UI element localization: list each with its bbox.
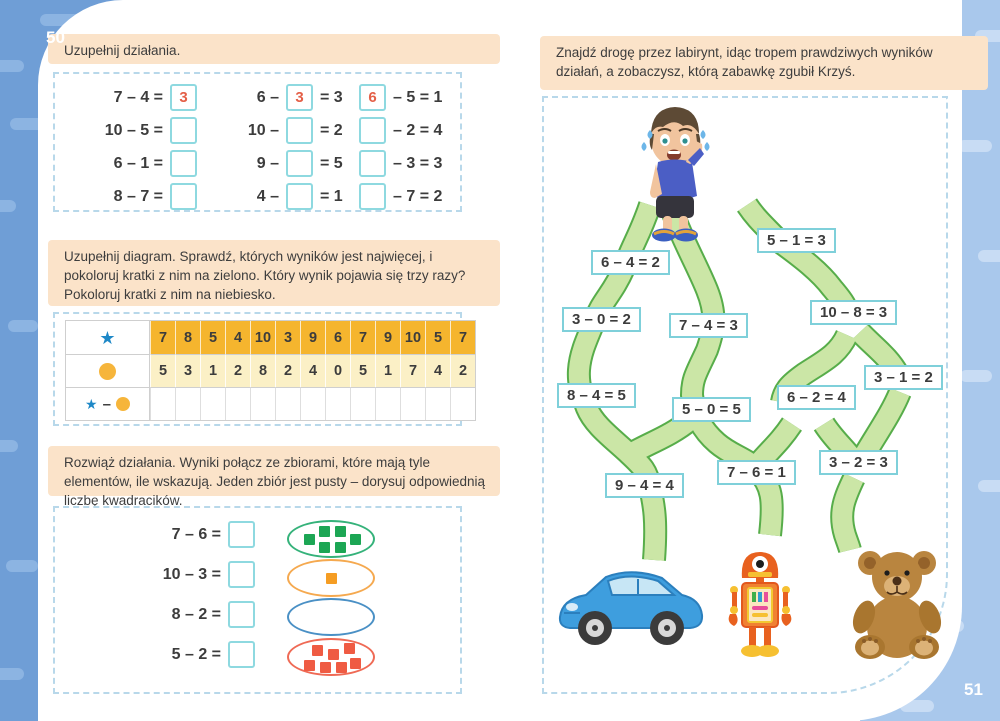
maze-equation-box[interactable]: 3 – 0 = 2 bbox=[562, 307, 641, 332]
diagram-cell: 4 bbox=[300, 354, 325, 387]
green-square bbox=[350, 534, 361, 545]
diagram-row-sun bbox=[66, 354, 475, 387]
equation-row bbox=[97, 183, 197, 210]
diagram-cell[interactable] bbox=[450, 387, 475, 420]
answer-value: 3 bbox=[179, 89, 188, 106]
orange-square bbox=[326, 573, 337, 584]
answer-box[interactable] bbox=[170, 84, 197, 111]
diagram-cell: 5 bbox=[350, 354, 375, 387]
diagram-cell: 7 bbox=[450, 321, 475, 354]
diagram-cell: 8 bbox=[250, 354, 275, 387]
maze-equation-box[interactable]: 6 – 4 = 2 bbox=[591, 250, 670, 275]
page-number-right: 51 bbox=[964, 680, 983, 699]
equation-row bbox=[239, 117, 343, 144]
diagram-row2-cells bbox=[150, 354, 475, 387]
set-orange[interactable] bbox=[287, 559, 375, 597]
row-label-sun bbox=[66, 354, 150, 387]
crying-boy-illustration bbox=[610, 100, 740, 242]
star-icon: ★ bbox=[99, 327, 116, 348]
diagram-row-star bbox=[66, 321, 475, 354]
equation-row bbox=[359, 84, 442, 111]
diagram-cell[interactable] bbox=[225, 387, 250, 420]
diagram-cell: 10 bbox=[400, 321, 425, 354]
diagram-cell: 1 bbox=[375, 354, 400, 387]
red-square bbox=[328, 649, 339, 660]
answer-box[interactable] bbox=[286, 150, 313, 177]
set-green[interactable] bbox=[287, 520, 375, 558]
red-square bbox=[304, 660, 315, 671]
instruction-text: Znajdź drogę przez labirynt, idąc tropem prawdziwych wyników działań, a zobaczysz, którą zabawkę zgubił Krzyś. bbox=[556, 45, 933, 80]
toy-robot[interactable] bbox=[720, 548, 800, 660]
answer-box[interactable] bbox=[170, 117, 197, 144]
answer-box[interactable] bbox=[228, 601, 255, 628]
equation-text: 7 – 6 = bbox=[171, 525, 221, 543]
ex1-col1 bbox=[97, 84, 197, 210]
answer-box[interactable] bbox=[286, 117, 313, 144]
maze-equation-box[interactable]: 5 – 0 = 5 bbox=[672, 397, 751, 422]
diagram-cell: 4 bbox=[225, 321, 250, 354]
diagram-cell: 1 bbox=[200, 354, 225, 387]
equation-text: 9 – bbox=[256, 154, 279, 172]
red-square bbox=[312, 645, 323, 656]
diagram-row3-cells bbox=[150, 387, 475, 420]
diagram-cell: 0 bbox=[325, 354, 350, 387]
diagram-cell[interactable] bbox=[200, 387, 225, 420]
equation-row bbox=[97, 84, 197, 111]
diagram-cell[interactable] bbox=[150, 387, 175, 420]
diagram-cell: 3 bbox=[275, 321, 300, 354]
equation-text: = 5 bbox=[320, 154, 343, 172]
diagram-cell: 2 bbox=[225, 354, 250, 387]
maze-equation-box[interactable]: 10 – 8 = 3 bbox=[810, 300, 897, 325]
green-square bbox=[335, 542, 346, 553]
sun-icon bbox=[116, 397, 130, 411]
toy-car[interactable] bbox=[550, 555, 710, 655]
diagram-row-difference bbox=[66, 387, 475, 420]
row-label-star-minus-sun bbox=[66, 387, 150, 420]
green-square bbox=[319, 526, 330, 537]
instruction-text: Uzupełnij działania. bbox=[64, 43, 181, 58]
red-square bbox=[350, 658, 361, 669]
maze-equation-box[interactable]: 7 – 6 = 1 bbox=[717, 460, 796, 485]
diagram-cell[interactable] bbox=[275, 387, 300, 420]
answer-box[interactable] bbox=[359, 84, 386, 111]
page-number-left: 50 bbox=[46, 28, 65, 47]
diagram-row1-cells bbox=[150, 321, 475, 354]
answer-box[interactable] bbox=[228, 641, 255, 668]
diagram-cell: 7 bbox=[350, 321, 375, 354]
equation-text: 8 – 7 = bbox=[113, 187, 163, 205]
diagram-cell[interactable] bbox=[300, 387, 325, 420]
ex3-equations bbox=[147, 521, 255, 668]
answer-box[interactable] bbox=[286, 183, 313, 210]
diagram-cell: 2 bbox=[275, 354, 300, 387]
instruction-exercise3 bbox=[48, 446, 500, 509]
green-square bbox=[319, 542, 330, 553]
answer-box[interactable] bbox=[170, 183, 197, 210]
minus-sign: – bbox=[102, 395, 111, 413]
equation-row bbox=[239, 150, 343, 177]
answer-value: 6 bbox=[368, 89, 377, 106]
equation-text: – 7 = 2 bbox=[393, 187, 443, 205]
green-square bbox=[304, 534, 315, 545]
answer-box[interactable] bbox=[359, 150, 386, 177]
answer-box[interactable] bbox=[286, 84, 313, 111]
diagram-cell: 5 bbox=[200, 321, 225, 354]
equation-row bbox=[359, 117, 442, 144]
instruction-text: Rozwiąż działania. Wyniki połącz ze zbiorami, które mają tyle elementów, ile wskazują. Jeden zbiór jest pusty – dorysuj odpowiednią liczbę kwadracików. bbox=[64, 455, 485, 509]
equation-row bbox=[97, 150, 197, 177]
diagram-cell[interactable] bbox=[250, 387, 275, 420]
equation-row bbox=[239, 183, 343, 210]
diagram-cell: 8 bbox=[175, 321, 200, 354]
diagram-cell: 2 bbox=[450, 354, 475, 387]
answer-box[interactable] bbox=[170, 150, 197, 177]
equation-text: 7 – 4 = bbox=[113, 88, 163, 106]
sun-icon bbox=[99, 363, 116, 380]
answer-box[interactable] bbox=[359, 183, 386, 210]
row-label-star bbox=[66, 321, 150, 354]
equation-text: 5 – 2 = bbox=[171, 645, 221, 663]
exercise1-box bbox=[53, 72, 462, 212]
equation-text: = 1 bbox=[320, 187, 343, 205]
equation-text: 10 – 3 = bbox=[162, 565, 221, 583]
equation-row bbox=[147, 641, 255, 668]
diagram-table bbox=[65, 320, 476, 421]
equation-row bbox=[359, 150, 442, 177]
diagram-cell: 5 bbox=[425, 321, 450, 354]
green-square bbox=[335, 526, 346, 537]
diagram-cell[interactable] bbox=[400, 387, 425, 420]
maze-equation-box[interactable]: 8 – 4 = 5 bbox=[557, 383, 636, 408]
diagram-cell: 4 bbox=[425, 354, 450, 387]
red-square bbox=[336, 662, 347, 673]
answer-value: 3 bbox=[295, 89, 304, 106]
diagram-cell: 6 bbox=[325, 321, 350, 354]
equation-text: 8 – 2 = bbox=[171, 605, 221, 623]
maze-equation-box[interactable]: 9 – 4 = 4 bbox=[605, 473, 684, 498]
set-blue-empty[interactable] bbox=[287, 598, 375, 636]
diagram-cell: 7 bbox=[400, 354, 425, 387]
equation-text: – 3 = 3 bbox=[393, 154, 443, 172]
diagram-cell: 10 bbox=[250, 321, 275, 354]
diagram-cell: 7 bbox=[150, 321, 175, 354]
maze-equation-box[interactable]: 3 – 2 = 3 bbox=[819, 450, 898, 475]
diagram-cell[interactable] bbox=[175, 387, 200, 420]
instruction-exercise1 bbox=[48, 34, 500, 64]
equation-row bbox=[147, 601, 255, 628]
answer-box[interactable] bbox=[228, 521, 255, 548]
diagram-cell: 3 bbox=[175, 354, 200, 387]
equation-text: = 2 bbox=[320, 121, 343, 139]
equation-text: 6 – 1 = bbox=[113, 154, 163, 172]
diagram-cell: 5 bbox=[150, 354, 175, 387]
set-red[interactable] bbox=[287, 638, 375, 676]
maze-equation-box[interactable]: 7 – 4 = 3 bbox=[669, 313, 748, 338]
equation-text: 6 – bbox=[256, 88, 279, 106]
equation-text: 4 – bbox=[256, 187, 279, 205]
toy-teddy-bear[interactable] bbox=[840, 545, 952, 663]
diagram-cell: 9 bbox=[300, 321, 325, 354]
equation-row bbox=[147, 561, 255, 588]
diagram-cell: 9 bbox=[375, 321, 400, 354]
exercise3-box bbox=[53, 506, 462, 694]
exercise2-box bbox=[53, 312, 468, 426]
maze-equation-box[interactable]: 6 – 2 = 4 bbox=[777, 385, 856, 410]
equation-text: = 3 bbox=[320, 88, 343, 106]
equation-row bbox=[359, 183, 442, 210]
star-icon: ★ bbox=[85, 396, 98, 412]
instruction-exercise2 bbox=[48, 240, 500, 306]
red-square bbox=[320, 662, 331, 673]
answer-box[interactable] bbox=[228, 561, 255, 588]
instruction-text: Uzupełnij diagram. Sprawdź, których wyników jest najwięcej, i pokoloruj kratki z nim na zielono. Który wynik pojawia się trzy razy? Pokoloruj kratki z nim na niebiesko. bbox=[64, 249, 466, 303]
ex1-col2 bbox=[239, 84, 343, 210]
instruction-maze bbox=[540, 36, 988, 90]
equation-text: 10 – bbox=[247, 121, 279, 139]
equation-row bbox=[97, 117, 197, 144]
maze-equation-box[interactable]: 3 – 1 = 2 bbox=[864, 365, 943, 390]
equation-text: – 2 = 4 bbox=[393, 121, 443, 139]
diagram-cell[interactable] bbox=[425, 387, 450, 420]
equation-text: 10 – 5 = bbox=[104, 121, 163, 139]
equation-row bbox=[239, 84, 343, 111]
maze-equation-box[interactable]: 5 – 1 = 3 bbox=[757, 228, 836, 253]
answer-box[interactable] bbox=[359, 117, 386, 144]
ex1-col3 bbox=[359, 84, 442, 210]
red-square bbox=[344, 643, 355, 654]
equation-row bbox=[147, 521, 255, 548]
diagram-cell[interactable] bbox=[350, 387, 375, 420]
diagram-cell[interactable] bbox=[325, 387, 350, 420]
equation-text: – 5 = 1 bbox=[393, 88, 443, 106]
maze-box bbox=[542, 96, 948, 694]
diagram-cell[interactable] bbox=[375, 387, 400, 420]
